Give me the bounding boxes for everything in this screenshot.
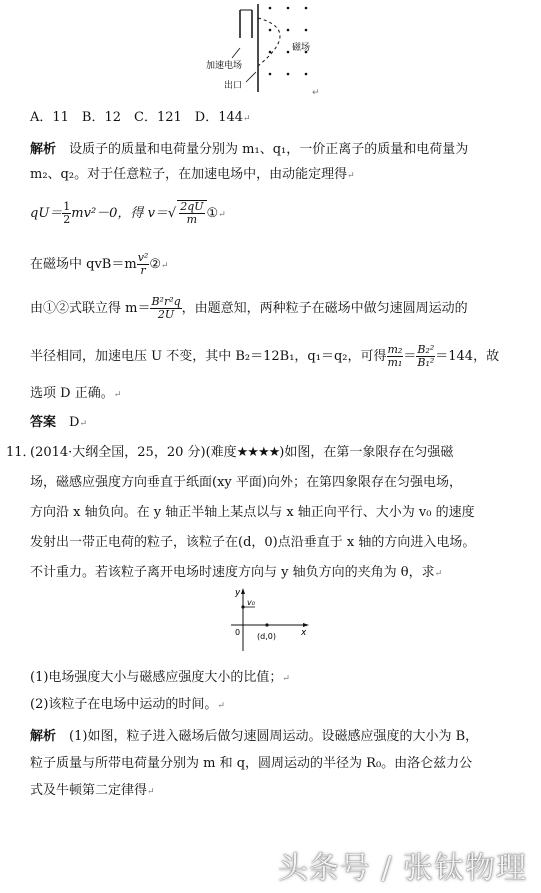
x-axis-label: x (301, 628, 307, 638)
subquestion-1: (1)电场强度大小与磁感应强度大小的比值；↵ (30, 670, 290, 685)
question-number: 11． (6, 445, 36, 460)
question-line-2: 场，磁感应强度方向垂直于纸面(xy 平面)向外；在第四象限存在匀强电场， (30, 475, 462, 490)
analysis-line-1: 解析 设质子的质量和电荷量分别为 m₁、q₁，一价正离子的质量和电荷量为 (30, 142, 469, 157)
analysis-line-6: 半径相同，加速电压 U 不变，其中 B₂＝12B₁，q₁＝q₂，可得 $\frac{\text{m₂}}{\text{m₁}}$ ＝ $\frac{\text{B₂²}}{\text{B₁²}}$ ＝144，故 (30, 343, 500, 369)
point-label: (d,0) (257, 632, 276, 641)
question-line-1: (2014·大纲全国，25，20 分)(难度★★★★)如图，在第一象限存在匀强磁 (30, 445, 454, 460)
analysis-line-7: 选项 D 正确。↵ (30, 386, 122, 401)
question-line-4: 发射出一带正电荷的粒子，该粒子在(d，0)点沿垂直于 x 轴的方向进入电场。 (30, 535, 476, 550)
question-line-5: 不计重力。若该粒子离开电场时速度方向与 y 轴负方向的夹角为 θ，求↵ (30, 565, 443, 580)
question-line-3: 方向沿 x 轴负向。在 y 轴正半轴上某点以与 x 轴正向平行、大小为 v₀ 的速度 (30, 505, 475, 520)
analysis2-line-1: 解析 (1)如图，粒子进入磁场后做匀速圆周运动。设磁感应强度的大小为 B， (30, 729, 479, 744)
accel-field-label: 加速电场 (206, 61, 243, 71)
figure-mass-spectrometer (200, 0, 350, 100)
analysis2-line-3: 式及牛顿第二定律得↵ (30, 783, 155, 798)
exit-label: 出口 (224, 81, 243, 91)
v0-label: v₀ (247, 598, 255, 607)
y-axis-label: y (235, 588, 241, 598)
answer-options: A．11 B．12 C．121 D．144↵ (30, 110, 251, 125)
analysis-line-2: m₂、q₂。对于任意粒子，在加速电场中，由动能定理得↵ (30, 167, 355, 182)
formula-magnetic: 在磁场中 qvB＝m $\frac{\text{v²}}{r}$ ②↵ (30, 251, 169, 277)
analysis-line-5: 由①②式联立得 m＝ $\frac{\text{B²r²q}}{2U}$ ，由题意知，两种粒子在磁场中做匀速圆周运动的 (30, 295, 468, 321)
watermark: 头条号 / 张钛物理 (277, 851, 527, 886)
magnetic-field-label: 磁场 (292, 43, 311, 53)
analysis2-line-2: 粒子质量与所带电荷量分别为 m 和 q，圆周运动的半径为 R₀。由洛仑兹力公 (30, 756, 473, 771)
origin-label: 0 (235, 628, 241, 637)
svg-text:↵: ↵ (312, 88, 320, 98)
figure-coordinate-axes (225, 585, 315, 655)
answer-line: 答案 D↵ (30, 415, 88, 430)
subquestion-2: (2)该粒子在电场中运动的时间。↵ (30, 697, 225, 712)
formula-energy: qU＝ $\frac{1}{2}$ mv²－0，得 v＝√ $\frac{2qU}{m}$ ①↵ (30, 200, 226, 226)
difficulty-stars: ★★★★ (236, 445, 280, 460)
